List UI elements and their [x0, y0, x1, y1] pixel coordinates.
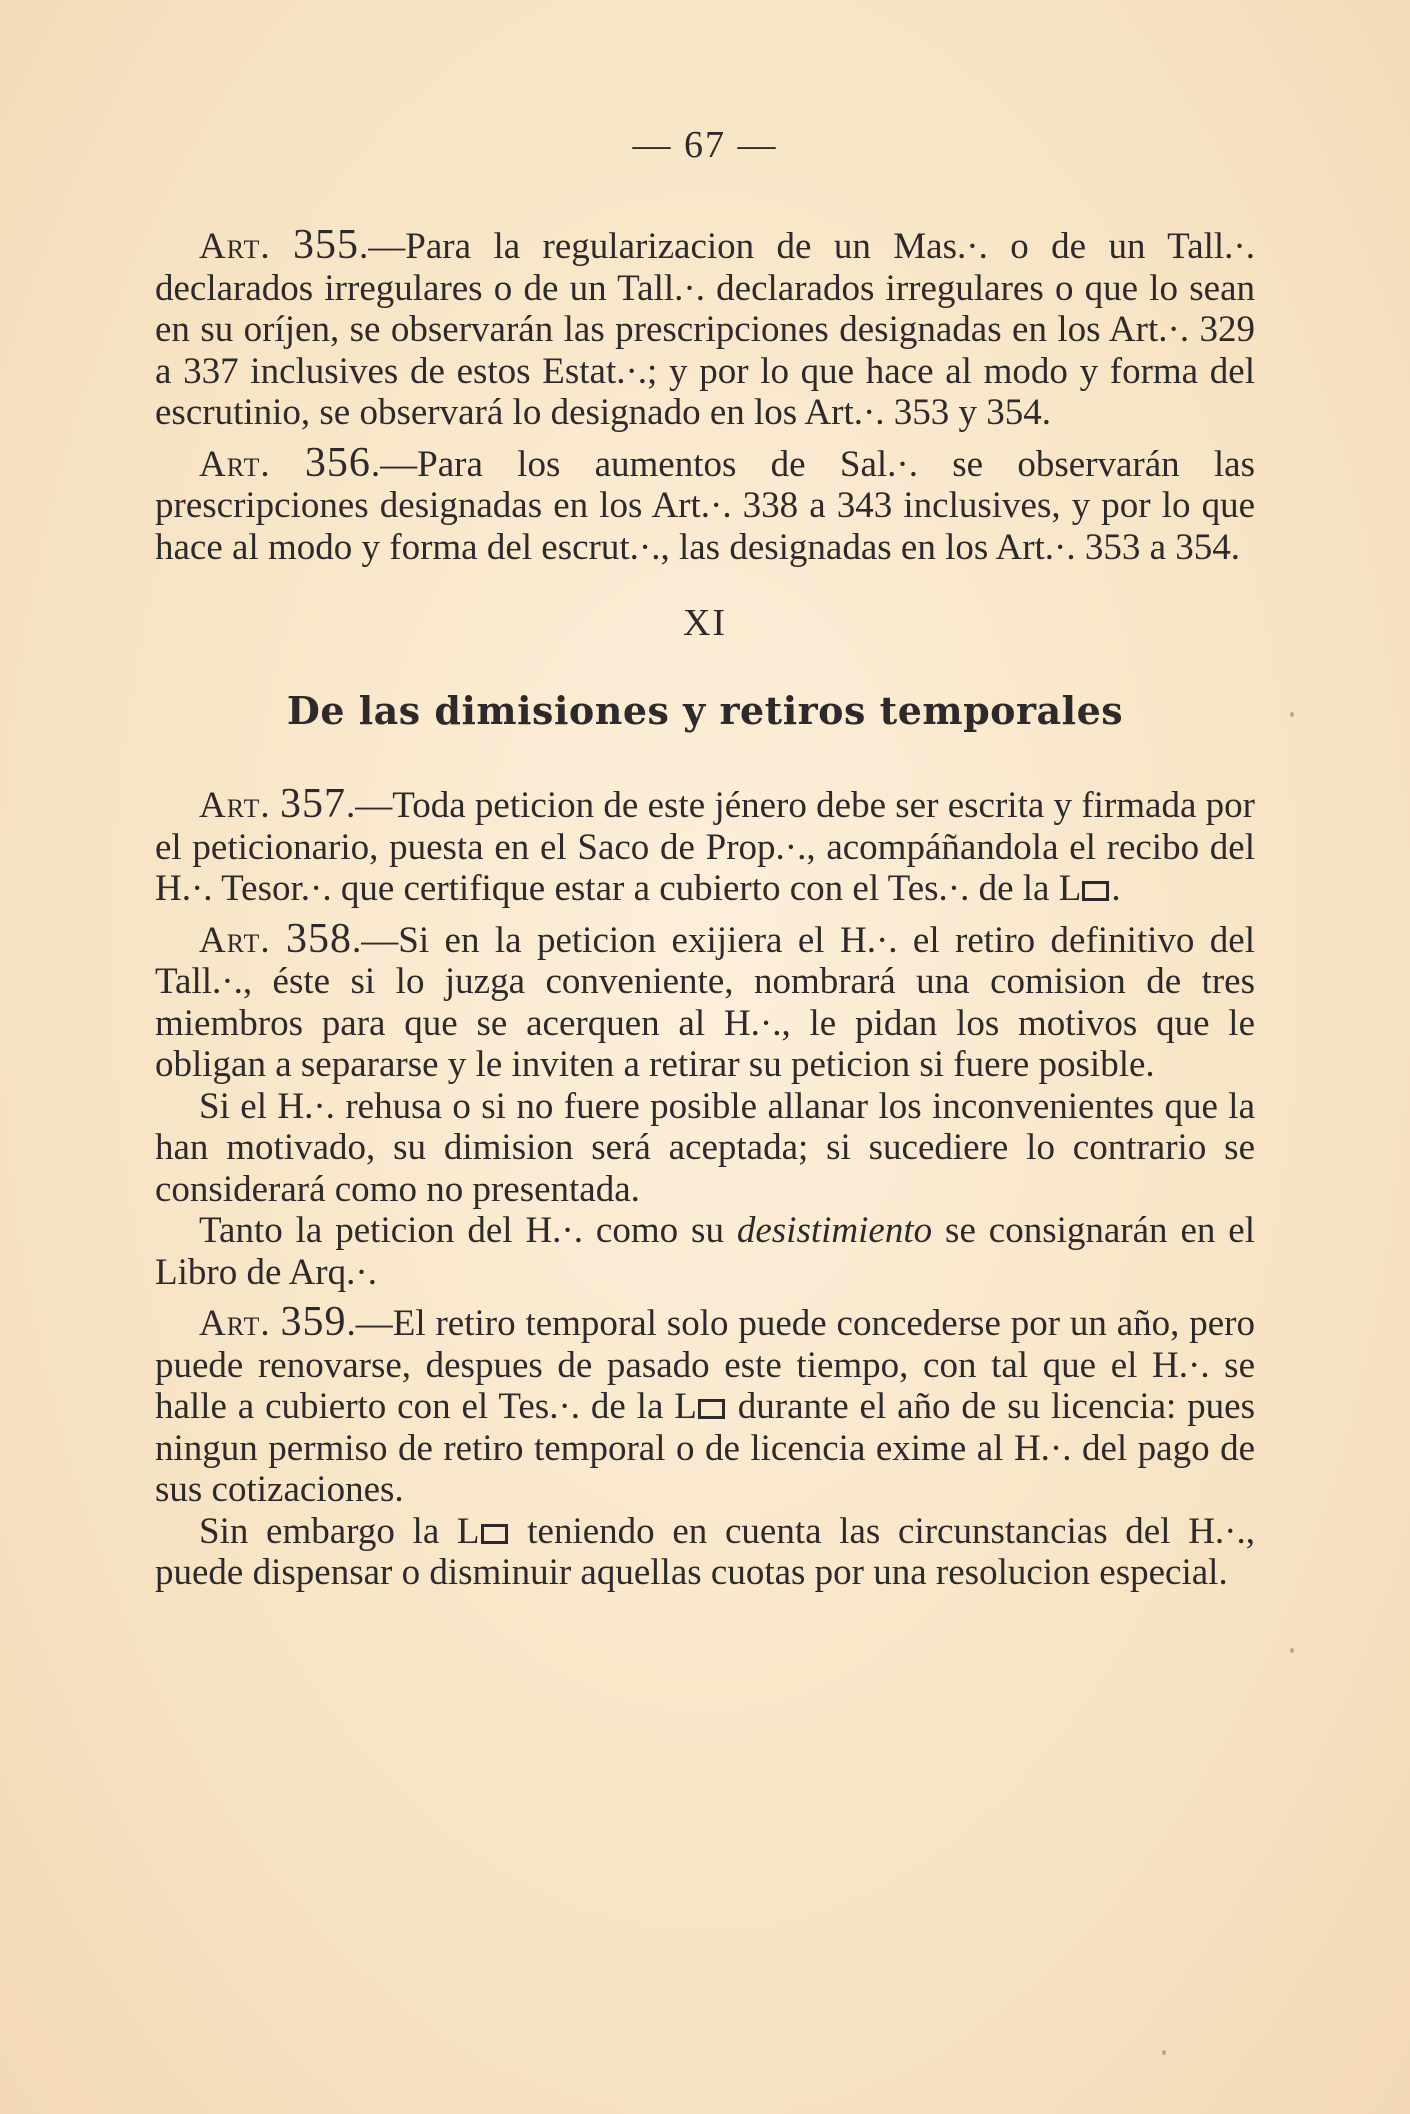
paper-speck	[1162, 2050, 1166, 2055]
article-text: .—Para los aumentos de Sal.·. se observarán las prescripciones designadas en los Art.·. 338 a 343 inclusives, y por lo que hace al modo y forma del escrut.·., las designadas en los Art.·. 353 a 354.	[155, 443, 1255, 568]
article-label: Art.	[199, 226, 271, 267]
lodge-square-icon	[698, 1399, 725, 1419]
article-number: 358	[286, 915, 353, 962]
article-text-end: .	[1111, 868, 1121, 909]
article-text: .—El retiro temporal solo puede concederse por un año, pero puede renovarse, despues de pasado este tiempo, con tal que el H.·. se halle a cubierto con el Tes.·. de la L	[155, 1303, 1256, 1427]
paragraph-text-end: teniendo en cuenta las circunstancias del H.·., puede dispensar o disminuir aquellas cuotas por una resolucion especial.	[155, 1510, 1255, 1593]
paper-speck	[1290, 712, 1294, 717]
article-label: Art.	[199, 919, 271, 961]
section-title: De las dimisiones y retiros temporales	[286, 688, 1124, 733]
italic-word: desistimiento	[736, 1210, 933, 1251]
page-number: — 67 —	[632, 124, 778, 166]
paragraph-text-end: se consignarán en el Libro de Arq.·.	[155, 1210, 1255, 1293]
lodge-square-icon	[481, 1524, 508, 1544]
paragraph-text: Tanto la peticion del H.·. como su	[199, 1210, 737, 1251]
article-text-end: durante el año de su licencia: pues ningun permiso de retiro temporal o de licencia exime al H.·. del pago de sus cotizaciones.	[155, 1386, 1255, 1510]
article-356	[155, 439, 1255, 569]
paper-speck	[1290, 1648, 1294, 1653]
article-358-paragraph-2: Si el H.·. rehusa o si no fuere posible allanar los inconvenientes que la han motivado, su dimision será aceptada; si sucediere lo contrario se considerará como no presentada.	[155, 1085, 1255, 1210]
article-359-paragraph-2	[155, 1511, 1255, 1594]
lodge-square-icon	[1082, 881, 1109, 901]
article-358-paragraph-3	[155, 1210, 1255, 1293]
article-label: Art.	[199, 785, 271, 826]
text-column	[155, 120, 1255, 1594]
article-text: .—Toda peticion de este jénero debe ser escrita y firmada por el peticionario, puesta en el Saco de Prop.·., acompáñandola el recibo del H.·. Tesor.·. que certifique estar a cubierto con el Tes.·. de la L	[155, 785, 1256, 909]
paragraph-text: Sin embargo la L	[199, 1510, 480, 1552]
article-number: 357	[279, 781, 346, 827]
article-text: .—Si en la peticion exijiera el H.·. el retiro definitivo del Tall.·., éste si lo juzga conveniente, nombrará una comision de tres miembros para que se acerquen al H.·., le pidan los motivos que le obligan a separarse y le inviten a retirar su peticion si fuere posible.	[155, 919, 1256, 1085]
article-text: .—Para la regularizacion de un Mas.·. o de un Tall.·. declarados irregulares o de un Tall.·. declarados irregulares o que lo sean en su oríjen, se observarán las prescripciones designadas en los Art.·. 329 a 337 inclusives de estos Estat.·.; y por lo que hace al modo y forma del escrutinio, se observará lo designado en los Art.·. 353 y 354.	[155, 226, 1256, 433]
section-number: XI	[682, 602, 728, 644]
article-label: Art.	[199, 1303, 271, 1344]
article-355	[155, 222, 1256, 434]
article-359	[155, 1299, 1256, 1511]
article-358	[155, 915, 1256, 1086]
article-number: 359	[280, 1299, 347, 1345]
article-number: 355	[293, 222, 360, 268]
article-number: 356	[304, 439, 371, 486]
article-357	[155, 781, 1256, 910]
article-label: Art.	[199, 443, 271, 485]
